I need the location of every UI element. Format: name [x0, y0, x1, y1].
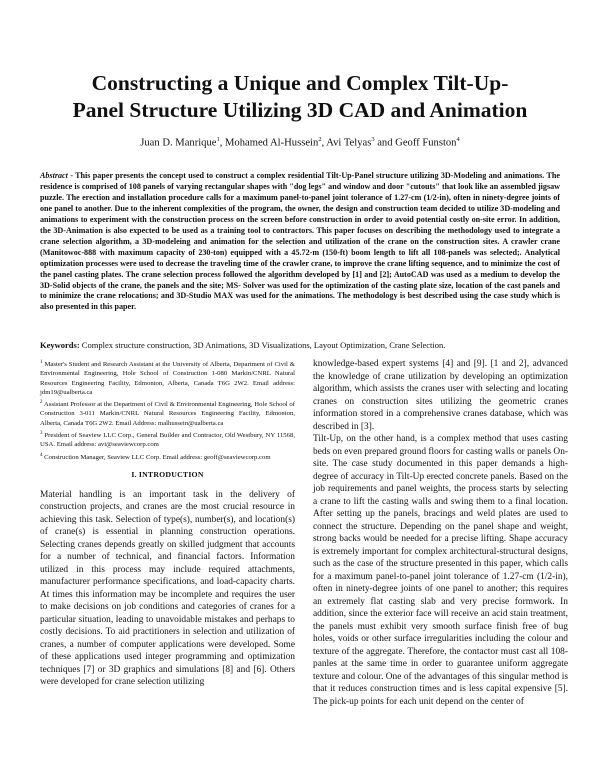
footnote-text: President of Seaview LLC Corp., General Builder and Contractor, Old Westbury, NY 11568, USA. Email address: avi@seaviewcorp.com — [40, 432, 295, 449]
author-name: Mohamed Al-Hussein — [225, 137, 319, 149]
author-footnotes — [40, 358, 295, 462]
keywords — [40, 340, 560, 351]
footnote — [40, 451, 295, 462]
title-line-1: Constructing a Unique and Complex Tilt-Up- — [91, 71, 509, 95]
footnote — [40, 398, 295, 428]
author-affiliation-mark: 3 — [371, 136, 375, 143]
author-affiliation-mark: 2 — [318, 136, 322, 143]
author-name: Geoff Funston — [395, 137, 457, 149]
intro-paragraph: Material handling is an important task in the delivery of construction projects, and cranes are the most crucial resource in achieving this task. Selection of type(s), number(s), and location(s) of crane(s) is essential in planning construction operations. Selecting cranes depends greatly on skilled judgment that accounts for a number of technical, and financial factors. Information utilized in this process may include required attachments, manufacturer performance specifications, and load-capacity charts. At times this information may be incomplete and requires the user to make decisions on job conditions and categories of cranes for a particular situation, leading to unavoidable mistakes and perhaps to costly decisions. To aid practitioners in selection and utilization of cranes, a number of computer applications were developed. Some of these applications used integer programming and optimization techniques [7] or 3D graphics and simulations [8] and [6]. Others were developed for crane selection utilizing — [40, 489, 295, 688]
footnote-text: Assistant Professor at the Department of Civil & Environmental Engineering, Hole School of Construction 3-011 Markin/CNRL Natural Resources Engineering Facility, Edmonton, Alberta, Canada T6G 2W2. Email Address: malhussein@ualberta.ca — [40, 401, 295, 427]
footnote-mark: 1 — [40, 360, 43, 365]
author-separator: and — [374, 137, 396, 149]
body-paragraph: knowledge-based expert systems [4] and [9]. [1 and 2], advanced the knowledge of crane utilization by developing an optimization algorithm, which assists the cranes user with selecting and locating cranes on construction sites utilizing the geometric cranes information stored in a comprehensive cranes database, which was described in [3]. — [313, 359, 568, 432]
author-affiliation-mark: 4 — [456, 136, 460, 143]
left-column — [40, 358, 295, 689]
abstract-label: Abstract — [40, 171, 68, 180]
footnote — [40, 358, 295, 397]
body-paragraph: Tilt-Up, on the other hand, is a complex method that uses casting beds on even prepared ground floors for casting walls or panels On-site. The case study documented in this paper demands a high-degree of accuracy in Tilt-Up erected concrete panels. Based on the job requirements and panel weights, the process starts by selecting a crane to lift the casting walls and swing them to a final location. After setting up the panels, bracings and weld plates are used to connect the structure. Depending on the panel shape and weight, strong backs would be needed for a precise lifting. Shape accuracy is extremely important for complex architectural-structural designs, such as the case of the structure presented in this paper, which calls for a maximum panel-to-panel joint tolerance of 1.27-cm (1/2-in), often in ninety-degree joints of one panel to another; this requires an extremely flat casting slab and very precise formwork. In addition, since the exterior face will receive an acid stain treatment, the panels must exhibit very smooth surface finish free of bug holes, voids or other surface irregularities including the colour and texture of the aggregate. Therefore, the contactor must cast all 108-panles at the same time in order to guarantee uniform aggregate texture and colour. One of the advantages of this singular method is that it reduces construction times and is less capital expensive [5]. The pick-up points for each unit depend on the center of — [313, 434, 568, 707]
author-separator: , — [321, 137, 327, 149]
keywords-label: Keywords: — [40, 340, 80, 350]
right-column — [313, 358, 568, 708]
author-name: Avi Telyas — [326, 137, 372, 149]
abstract — [40, 171, 560, 313]
author-separator: , — [219, 137, 226, 149]
author-affiliation-mark: 1 — [216, 136, 220, 143]
footnote — [40, 429, 295, 450]
footnote-text: Construction Manager, Seaview LLC Corp. Email address: geoff@seaviewcorp.com — [42, 453, 271, 461]
author-list — [40, 133, 560, 151]
footnote-mark: 4 — [40, 452, 43, 458]
paper-title — [40, 70, 560, 124]
title-line-2: Panel Structure Utilizing 3D CAD and Animation — [72, 98, 528, 122]
footnote-mark: 2 — [40, 400, 43, 406]
author-name: Juan D. Manrique — [140, 137, 217, 149]
abstract-text: - This paper presents the concept used to construct a complex residential Tilt-Up-Panel structure utilizing 3D-Modeling and animations. The residence is comprised of 108 panels of varying rectangular shapes with "dog legs" and window and door "cutouts" that look like an assembled jigsaw puzzle. The erection and installation procedure calls for a maximum panel-to-panel joint tolerance of 1.27-cm (1/2-in), often in ninety-degree joints of one panel to another. Due to the inherent complexities of the program, the owner, the design and construction team decided to utilize 3D-modeling and animations to experiment with the construction process on the screen before construction in order to avoid potential costly on-site error. In addition, the 3D-Animation is also expected to be used as a training tool to contractors. This paper focuses on describing the methodology used to integrate a crane selection algorithm, a 3D-modeleing and animation for the selection and utilization of the crane on the construction sites. A crawler crane (Manitowoc-888 with maximum capacity of 230-ton) equipped with a 45.72-m (150-ft) boom length to lift all 108-panels was selected;. Analytical optimization processes were used to decrease the traveling time of the crawler crane, to improve the crane lifting sequence, and to minimize the cost of the panel casting plates. The crane selection process followed the algorithm developed by [1] and [2]; AutoCAD was used as a medium to develop the 3D-Solid objects of the crane, the panels and the site; MS- Solver was used for the optimization of the casting plate size, location of the cast panels and to minimize the crane relocations; and 3D-Studio MAX was used for the animations. The methodology is best described using the case study which is also presented in this paper. — [40, 171, 560, 312]
section-heading-introduction: I. INTRODUCTION — [131, 469, 204, 479]
keywords-text: Complex structure construction, 3D Animations, 3D Visualizations, Layout Optimization, Crane Selection. — [79, 340, 446, 350]
footnote-mark: 3 — [40, 430, 43, 436]
footnote-text: Master's Student and Research Assistant at the University of Alberta, Department of Civil & Environmental Engineering, Hole School of Construction 1-080 Markin/CNRL Natural Resources Engineering Facility, Edmonton, Alberta, Canada T6G 2W2. Email address: jdm19@ualberta.ca — [40, 361, 295, 396]
